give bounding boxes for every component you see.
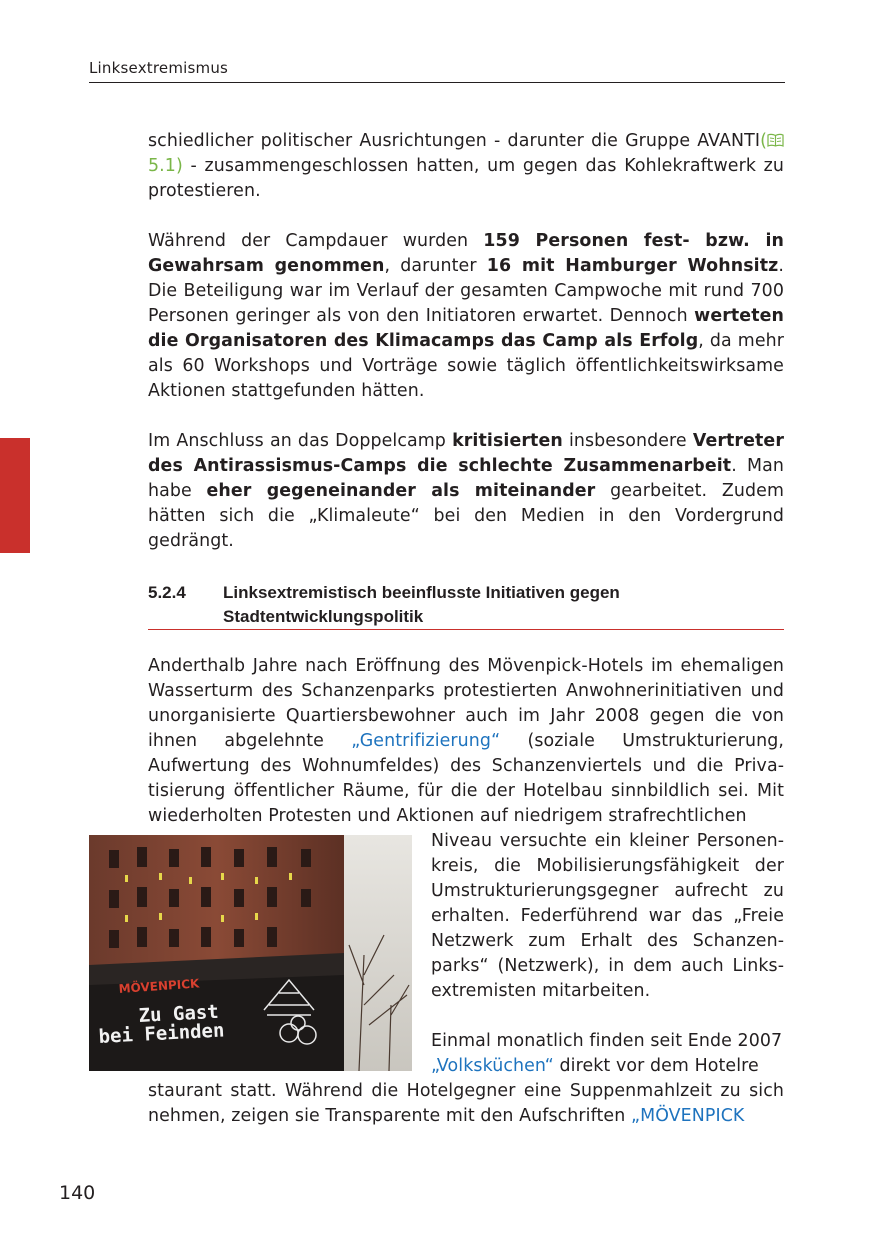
protest-photo [89,835,412,1071]
paragraph-4-continued [431,829,784,1004]
paragraph-2 [148,229,784,404]
section-title [223,581,783,629]
para5-text-2: direkt vor dem Hotelre [553,1056,759,1076]
para3-text-4: gearbeitet. Zudem hätten sich die „Klimaleute“ bei den Medien in den Vordergrund gedrängt. [148,481,784,551]
para2-bold-2: 16 mit Hamburger Wohnsitz [486,256,779,276]
section-number: 5.2.4 [148,583,186,602]
para2-text-4: , da mehr als 60 Workshops und Vorträge sowie täglich öffentlichkeitswirksame Aktionen stattgefunden hätten. [148,331,784,401]
paragraph-5-start [431,1029,784,1079]
running-head: Linksextremismus [89,59,229,77]
para3-bold-1: kritisierten [452,431,563,451]
glossary-link-volkskuechen[interactable]: „Volksküchen“ [431,1056,554,1076]
para1-text-1: schiedlicher politischer Ausrichtungen - darunter die Gruppe AVANTI [148,131,761,151]
para3-bold-2: Vertreter des Antirassismus-Camps die schlechte Zusammenarbeit [148,431,784,476]
para3-bold-3: eher gegeneinander als miteinander [206,481,596,501]
banner-line-1: Zu Gast [138,1000,220,1027]
para4-text-2: (soziale Umstrukturierung, Aufwertung des Wohnumfeldes) des Schanzenviertels und die Privatisierung öffentlicher Räume, für die der Hotelbau sinnbildlich sei. Mit wiederholten Protesten und Aktionen auf niedrigem strafrechtlichen [148,731,784,826]
section-title-line-1: Linksextremistisch beeinflusste Initiativen gegen [223,583,620,602]
para2-text-3: . Die Beteiligung war im Verlauf der gesamten Campwoche mit rund 700 Personen geringer als von den Initiatoren erwartet. Dennoch [148,256,784,326]
para5-text-3: staurant statt. Während die Hotelgegner eine Suppenmahlzeit zu sich nehmen, zeigen sie Transparente mit den Aufschriften [148,1081,784,1126]
para2-bold-3: werteten die Organisatoren des Klimacamps das Camp als Erfolg [148,306,784,351]
para2-text-2: , darunter [384,256,487,276]
glossary-link-moevenpick[interactable]: „MÖVENPICK [630,1106,745,1126]
page-number: 140 [59,1182,96,1204]
paragraph-4 [148,654,784,829]
para5-text-1: Einmal monatlich finden seit Ende 2007 [431,1031,783,1051]
para3-text-1: Im Anschluss an das Doppelcamp [148,431,453,451]
para4b-text-1: Niveau versuchte ein kleiner Personenkreis, die Mobilisierungsfähigkeit der Umstrukturierungsgegner aufrecht zu erhalten. Federführend war das „Freie Netzwerk zum Erhalt des Schanzenparks“ (Netzwerk), in dem auch Linksextremisten mitarbeiten. [431,831,784,1001]
header-rule [89,82,785,83]
para2-bold-1: 159 Personen fest- bzw. in Gewahrsam genommen [148,231,785,276]
paragraph-5-end [148,1079,784,1129]
paragraph-3 [148,429,784,554]
banner-line-2: bei Feinden [98,1019,225,1048]
para3-text-3: . Man habe [148,456,784,501]
paragraph-1 [148,129,784,204]
ref-open: ( [760,131,767,151]
section-title-line-2: Stadtentwicklungspolitik [223,607,424,626]
glossary-link-gentrifizierung[interactable]: „Gentrifizierung“ [351,731,501,751]
chapter-side-tab [0,438,30,553]
reference-number: 5.1) [148,156,183,176]
banner-brand: MÖVENPICK [118,976,200,996]
para2-text-1: Während der Campdauer wurden [148,231,484,251]
book-icon [767,131,784,151]
section-rule [148,629,784,630]
para1-text-2: - zusammengeschlossen hatten, um gegen das Kohlekraftwerk zu protestieren. [148,156,784,201]
para3-text-2: insbesondere [562,431,693,451]
para4-text-1: Anderthalb Jahre nach Eröffnung des Mövenpick-Hotels im ehemaligen Wasserturm des Schanzenparks protestierten Anwohnerinitiativen und unorganisierte Quartiersbewohner auch im Jahr 2008 gegen die von ihnen abgelehnte [148,656,784,751]
